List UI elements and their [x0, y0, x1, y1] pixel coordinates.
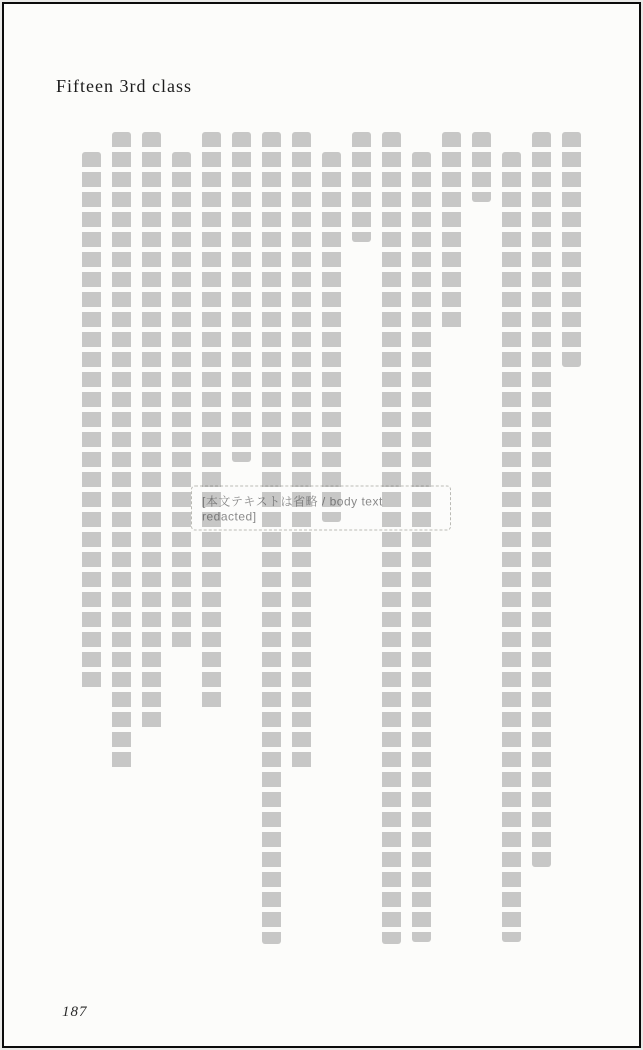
redacted-text-column [142, 132, 161, 732]
running-header: Fifteen 3rd class [56, 76, 192, 96]
redaction-note: [本文テキストは省略 / body text redacted] [191, 486, 451, 531]
redacted-text-column [412, 152, 431, 942]
redacted-text-column [172, 152, 191, 652]
redacted-text-column [382, 132, 401, 944]
book-page [2, 2, 641, 1048]
redacted-text-column [232, 132, 251, 462]
redacted-text-column [352, 132, 371, 242]
redacted-text-column [562, 132, 581, 367]
redacted-text-column [322, 152, 341, 522]
redacted-text-column [112, 132, 131, 772]
body-text-block [61, 132, 581, 950]
redacted-text-column [202, 132, 221, 712]
redacted-text-column [472, 132, 491, 202]
redacted-text-column [532, 132, 551, 867]
page-number: 187 [62, 1004, 88, 1020]
redacted-text-column [262, 132, 281, 944]
redacted-text-column [292, 132, 311, 772]
redacted-text-column [82, 152, 101, 692]
redacted-text-column [502, 152, 521, 942]
redacted-text-column [442, 132, 461, 332]
